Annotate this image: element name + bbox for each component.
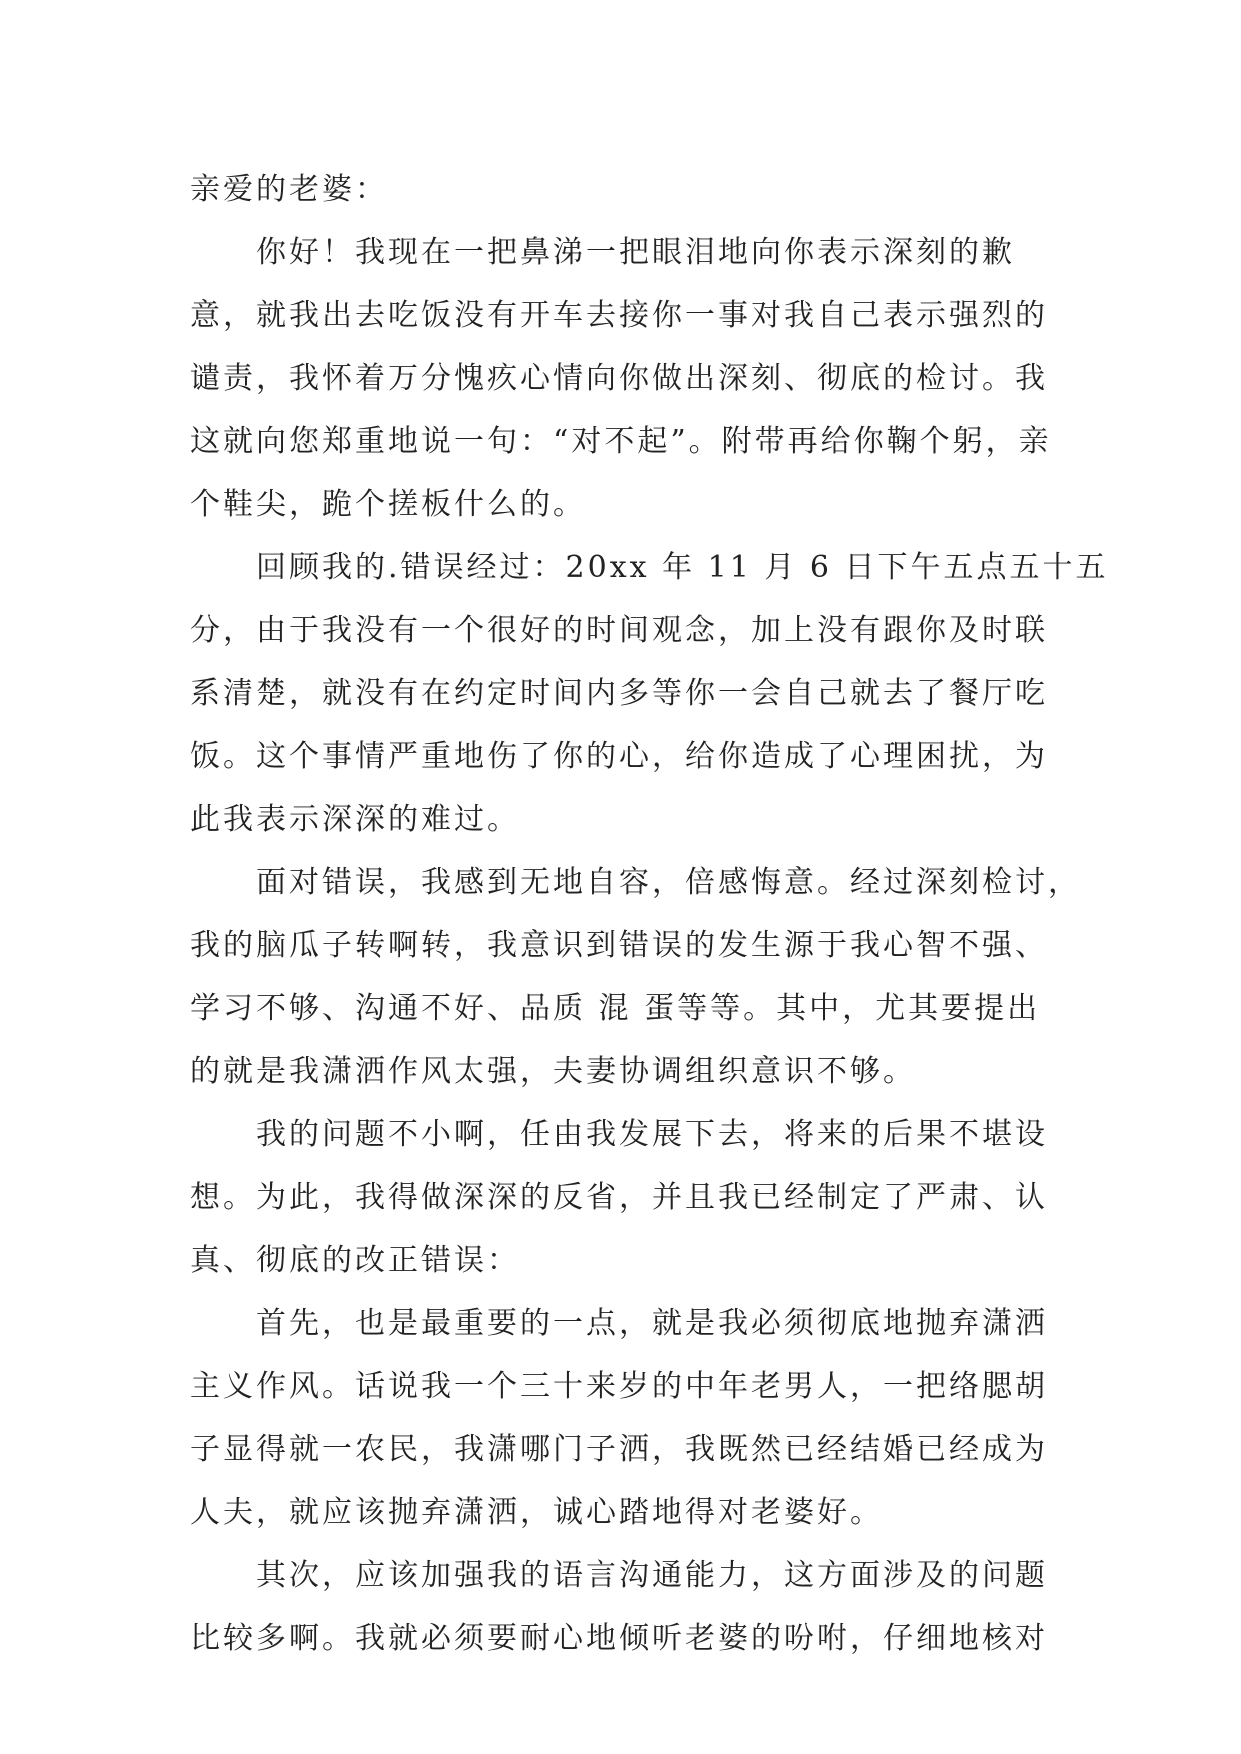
paragraph-1-line-5: 个鞋尖，跪个搓板什么的。 xyxy=(190,487,586,522)
paragraph-2-line-4: 饭。这个事情严重地伤了你的心，给你造成了心理困扰，为 xyxy=(190,739,1048,774)
paragraph-4-line-1: 我的问题不小啊，任由我发展下去，将来的后果不堪设 xyxy=(256,1117,1048,1152)
paragraph-6-line-2: 比较多啊。我就必须要耐心地倾听老婆的吩咐，仔细地核对 xyxy=(190,1621,1048,1656)
letter-body xyxy=(190,158,1109,1670)
paragraph-2-line-3: 系清楚，就没有在约定时间内多等你一会自己就去了餐厅吃 xyxy=(190,676,1048,711)
paragraph-1-line-2: 意，就我出去吃饭没有开车去接你一事对我自己表示强烈的 xyxy=(190,298,1048,333)
paragraph-3-line-4: 的就是我潇洒作风太强，夫妻协调组织意识不够。 xyxy=(190,1054,916,1089)
paragraph-6-line-1: 其次，应该加强我的语言沟通能力，这方面涉及的问题 xyxy=(256,1558,1048,1593)
paragraph-5-line-4: 人夫，就应该抛弃潇洒，诚心踏地得对老婆好。 xyxy=(190,1495,883,1530)
paragraph-4-line-3: 真、彻底的改正错误： xyxy=(190,1243,520,1278)
paragraph-1-line-1: 你好！我现在一把鼻涕一把眼泪地向你表示深刻的歉 xyxy=(256,235,1015,270)
paragraph-5-line-1: 首先，也是最重要的一点，就是我必须彻底地抛弃潇洒 xyxy=(256,1306,1048,1341)
paragraph-4-line-2: 想。为此，我得做深深的反省，并且我已经制定了严肃、认 xyxy=(190,1180,1048,1215)
paragraph-1-line-3: 谴责，我怀着万分愧疚心情向你做出深刻、彻底的检讨。我 xyxy=(190,361,1048,396)
paragraph-5-line-2: 主义作风。话说我一个三十来岁的中年老男人，一把络腮胡 xyxy=(190,1369,1048,1404)
paragraph-5-line-3: 子显得就一农民，我潇哪门子洒，我既然已经结婚已经成为 xyxy=(190,1432,1048,1467)
salutation: 亲爱的老婆： xyxy=(190,172,388,207)
paragraph-3-line-3: 学习不够、沟通不好、品质 混 蛋等等。其中，尤其要提出 xyxy=(190,991,1041,1026)
paragraph-2-line-5: 此我表示深深的难过。 xyxy=(190,802,520,837)
paragraph-3-line-2: 我的脑瓜子转啊转，我意识到错误的发生源于我心智不强、 xyxy=(190,928,1048,963)
paragraph-2-line-1: 回顾我的.错误经过：20xx 年 11 月 6 日下午五点五十五 xyxy=(256,550,1109,585)
paragraph-3-line-1: 面对错误，我感到无地自容，倍感悔意。经过深刻检讨， xyxy=(256,865,1081,900)
paragraph-1-line-4: 这就向您郑重地说一句：“对不起”。附带再给你鞠个躬，亲 xyxy=(190,424,1052,459)
paragraph-2-line-2: 分，由于我没有一个很好的时间观念，加上没有跟你及时联 xyxy=(190,613,1048,648)
